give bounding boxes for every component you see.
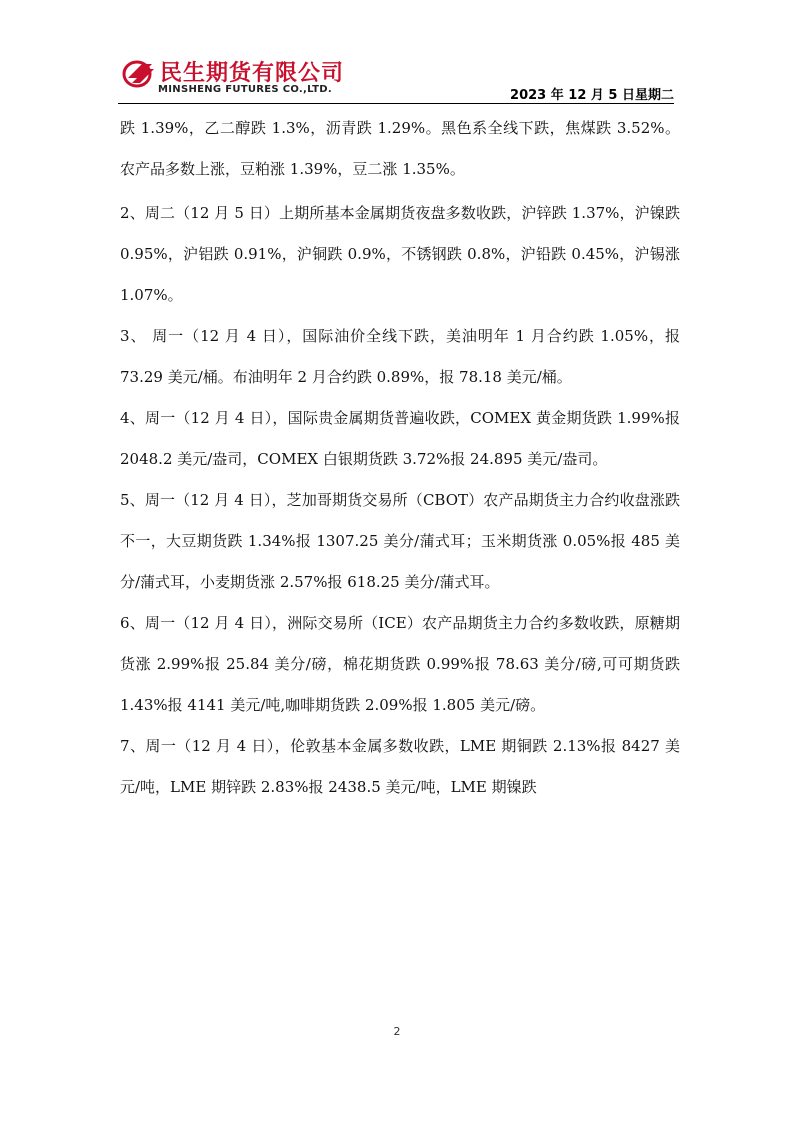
document-body [120, 108, 680, 808]
company-name-cn: 民生期货有限公司 [160, 61, 345, 86]
paragraph-item-7: 7、周一（12 月 4 日），伦敦基本金属多数收跌，LME 期铜跌 2.13%报 8427 美元/吨，LME 期锌跌 2.83%报 2438.5 美元/吨，LME 期镍跌 [120, 737, 680, 796]
paragraph-item-4: 4、周一（12 月 4 日），国际贵金属期货普遍收跌，COMEX 黄金期货跌 1.99%报 2048.2 美元/盎司，COMEX 白银期货跌 3.72%报 24.895 美元/盎司。 [120, 409, 680, 468]
paragraph-item-2: 2、周二（12 月 5 日）上期所基本金属期货夜盘多数收跌，沪锌跌 1.37%，沪镍跌 0.95%，沪铝跌 0.91%，沪铜跌 0.9%，不锈钢跌 0.8%，沪铅跌 0.45%，沪锡涨 1.07%。 [120, 204, 680, 304]
paragraph-item-5: 5、周一（12 月 4 日），芝加哥期货交易所（CBOT）农产品期货主力合约收盘涨跌不一，大豆期货跌 1.34%报 1307.25 美分/蒲式耳；玉米期货涨 0.05%报 485 美分/蒲式耳，小麦期货涨 2.57%报 618.25 美分/蒲式耳。 [120, 491, 680, 591]
report-date: 2023 年 12 月 5 日星期二 [510, 88, 674, 103]
minsheng-logo-icon [122, 58, 156, 88]
paragraph-continuation: 跌 1.39%，乙二醇跌 1.3%，沥青跌 1.29%。黑色系全线下跌，焦煤跌 3.52%。农产品多数上涨，豆粕涨 1.39%，豆二涨 1.35%。 [120, 119, 680, 178]
paragraph-item-3: 3、 周一（12 月 4 日），国际油价全线下跌，美油明年 1 月合约跌 1.05%，报 73.29 美元/桶。布油明年 2 月合约跌 0.89%，报 78.18 美元/桶。 [120, 327, 680, 386]
header-divider [118, 103, 674, 104]
page-header [118, 54, 674, 104]
paragraph-item-6: 6、周一（12 月 4 日），洲际交易所（ICE）农产品期货主力合约多数收跌，原糖期货涨 2.99%报 25.84 美分/磅，棉花期货跌 0.99%报 78.63 美分/磅,可可期货跌 1.43%报 4141 美元/吨,咖啡期货跌 2.09%报 1.805 美元/磅。 [120, 614, 680, 714]
page-number: 2 [393, 1025, 401, 1038]
company-name-en: MINSHENG FUTURES CO.,LTD. [158, 84, 332, 95]
